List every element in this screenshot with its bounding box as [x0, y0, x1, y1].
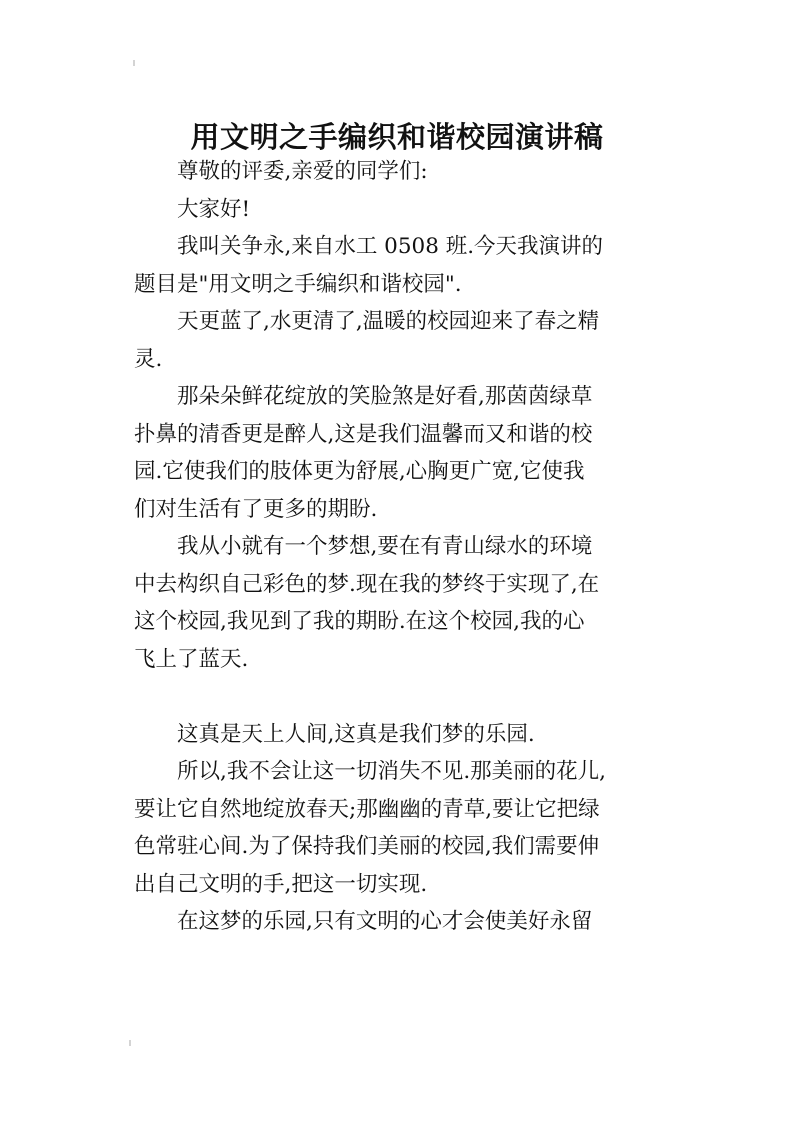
paragraph-hello	[134, 191, 666, 229]
text-line: 天更蓝了,水更清了,温暖的校园迎来了春之精	[177, 309, 600, 334]
text-line: 我叫关争永,来自水工 0508 班.今天我演讲的	[177, 234, 604, 259]
text-line: 要让它自然地绽放春天;那幽幽的青草,要让它把绿	[134, 796, 600, 822]
text-line: 题目是"用文明之手编织和谐校园".	[134, 271, 462, 297]
paragraph-flowers	[134, 378, 666, 528]
text-line: 扑鼻的清香更是醉人,这是我们温馨而又和谐的校	[134, 421, 593, 447]
text-line: 所以,我不会让这一切消失不见.那美丽的花儿,	[177, 759, 607, 784]
paragraph-closing	[134, 903, 666, 941]
paragraph-preserve	[134, 753, 666, 903]
text-line: 色常驻心间.为了保持我们美丽的校园,我们需要伸	[134, 834, 600, 859]
text-line: 这个校园,我见到了我的期盼.在这个校园,我的心	[134, 609, 585, 634]
text-line: 们对生活有了更多的期盼.	[134, 496, 378, 522]
paragraph-greeting	[134, 153, 666, 191]
corner-mark-bottom	[129, 1040, 131, 1046]
text-line: 这真是天上人间,这真是我们梦的乐园.	[177, 721, 535, 747]
text-line: 灵.	[134, 346, 163, 372]
text-line: 尊敬的评委,亲爱的同学们:	[177, 159, 428, 184]
corner-mark-top	[133, 60, 135, 66]
text-line: 飞上了蓝天.	[134, 646, 249, 672]
text-line: 大家好!	[177, 196, 251, 222]
text-line: 出自己文明的手,把这一切实现.	[134, 871, 428, 897]
blank-line	[134, 678, 666, 716]
document-body	[134, 153, 666, 941]
text-line: 在这梦的乐园,只有文明的心才会使美好永留	[177, 909, 593, 934]
document-title: 用文明之手编织和谐校园演讲稿	[190, 120, 604, 155]
text-line: 我从小就有一个梦想,要在有青山绿水的环境	[177, 534, 593, 559]
paragraph-dream	[134, 528, 666, 678]
text-line: 中去构织自己彩色的梦.现在我的梦终于实现了,在	[134, 571, 600, 597]
text-line: 园.它使我们的肢体更为舒展,心胸更广宽,它使我	[134, 459, 585, 484]
paragraph-intro	[134, 228, 666, 303]
paragraph-paradise	[134, 716, 666, 754]
paragraph-spring	[134, 303, 666, 378]
text-line: 那朵朵鲜花绽放的笑脸煞是好看,那茵茵绿草	[177, 384, 593, 409]
